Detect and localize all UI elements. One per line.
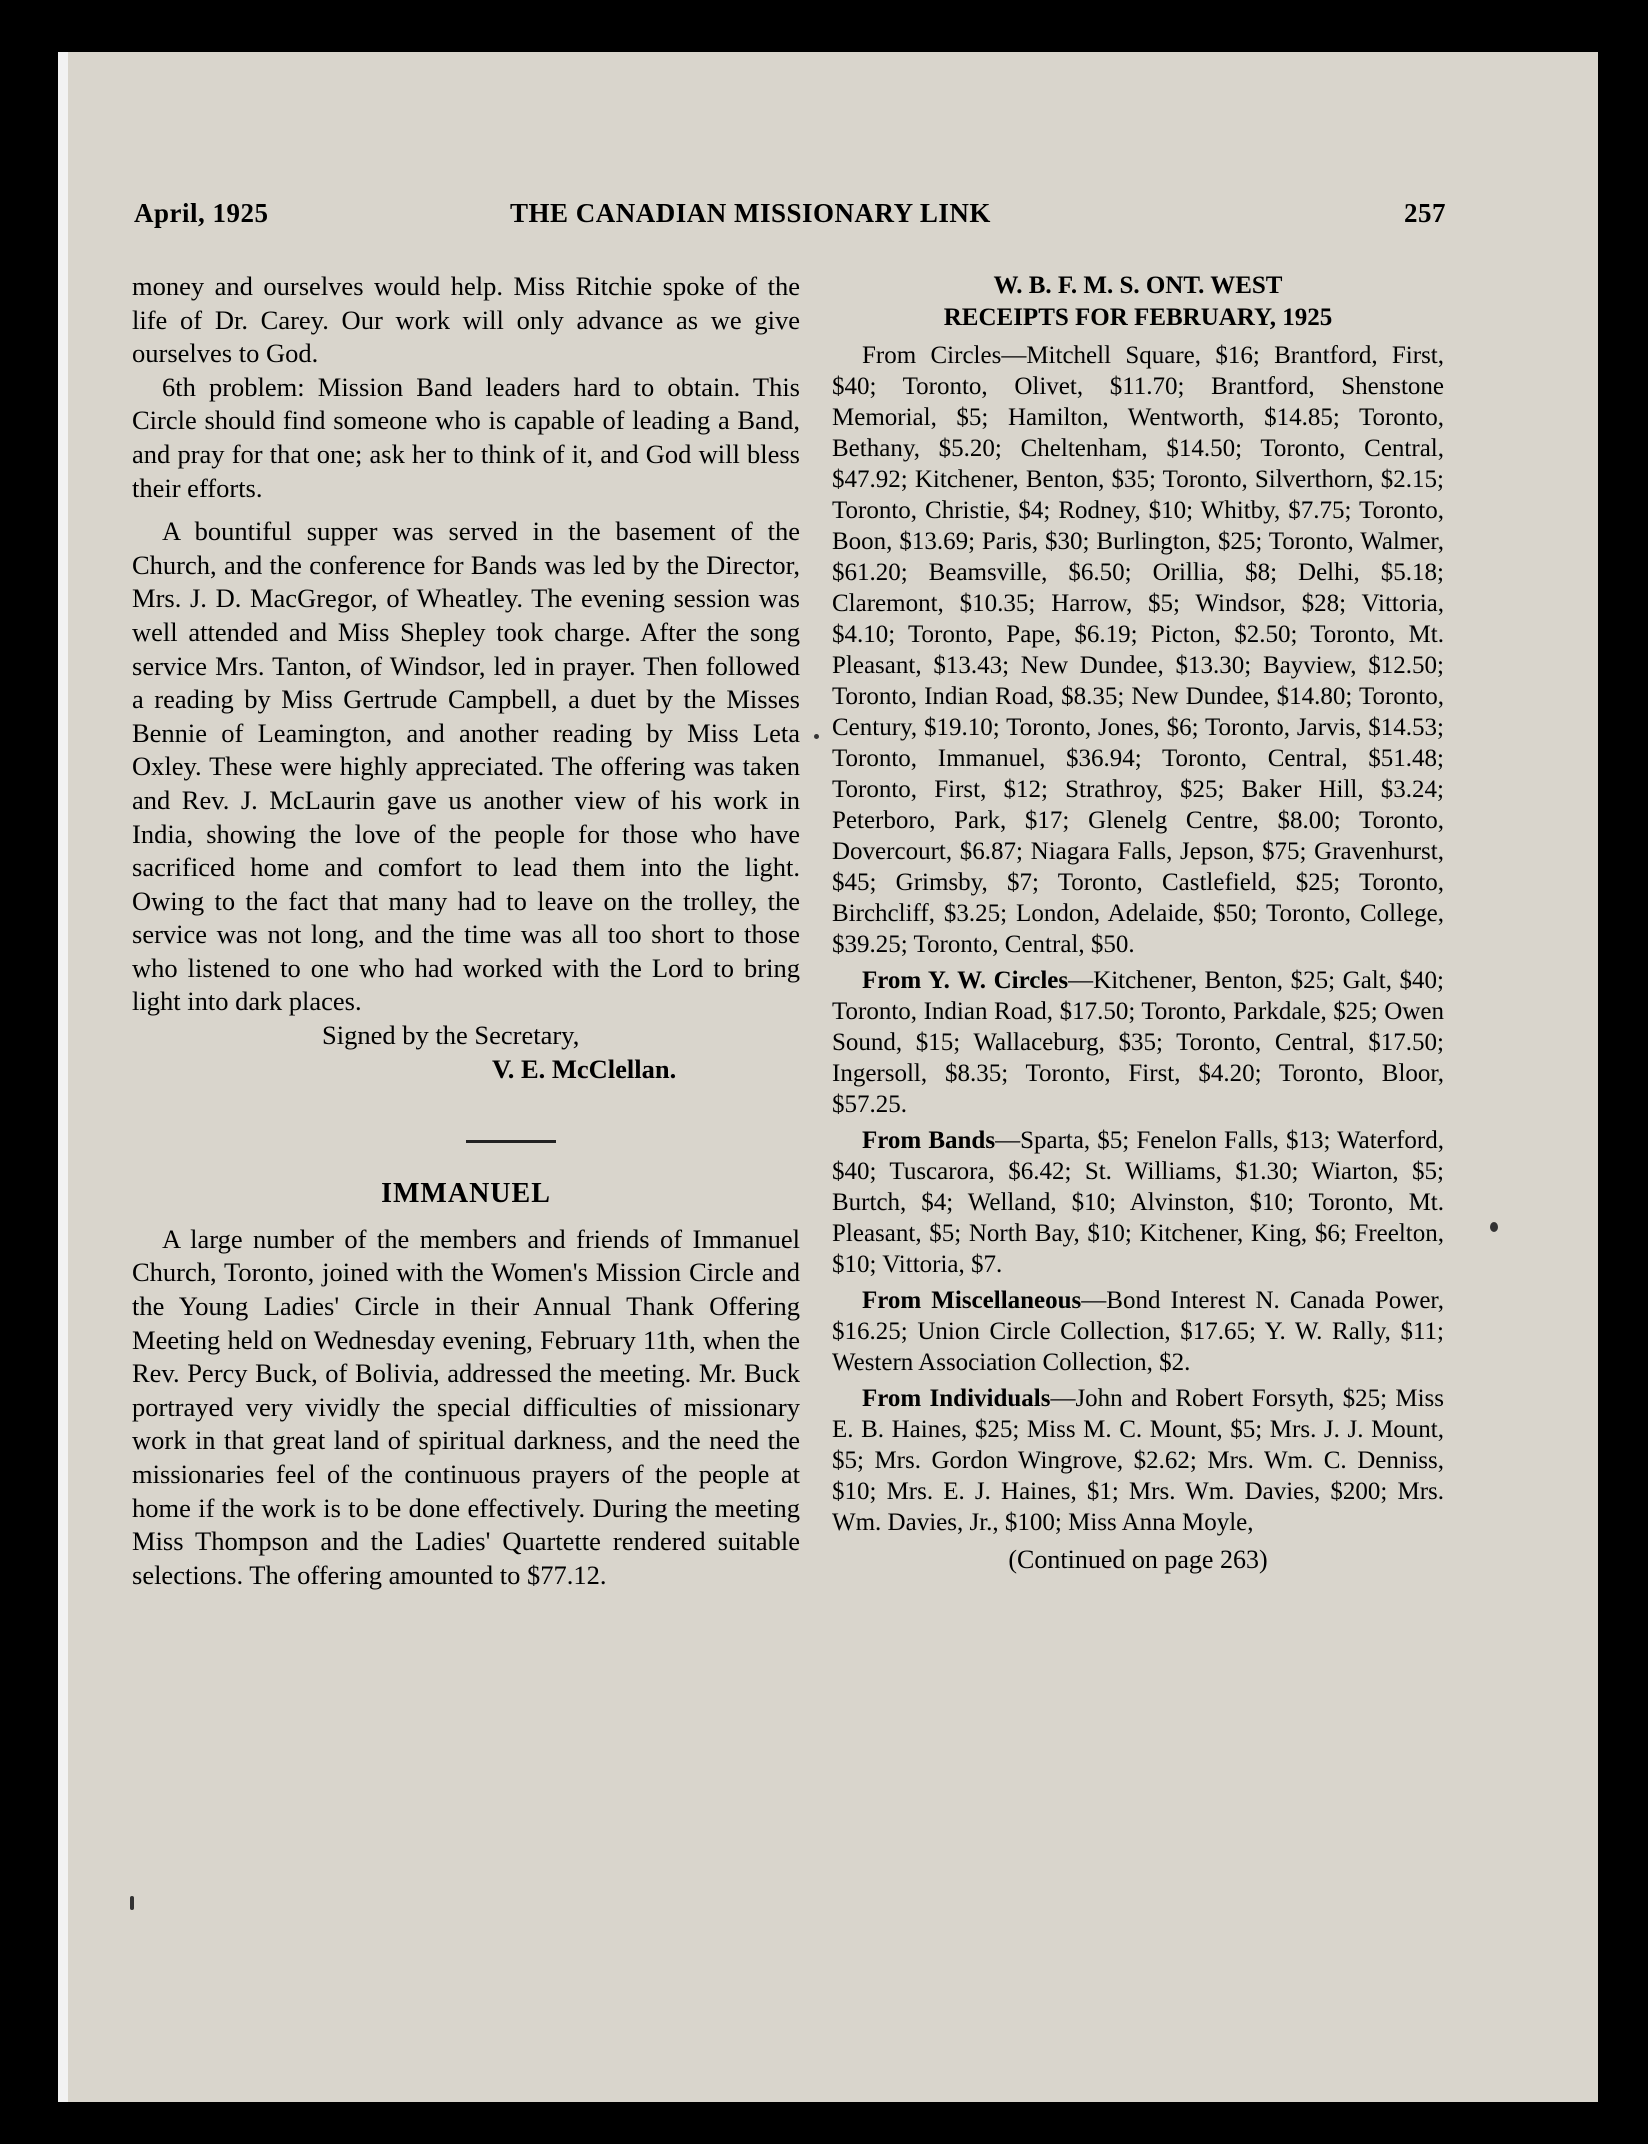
- running-header: [134, 198, 1446, 238]
- continued-note: (Continued on page 263): [1008, 1545, 1268, 1574]
- paragraph: money and ourselves would help. Miss Ritchie spoke of the life of Dr. Carey. Our work will only advance as we give ourselves to God.: [132, 271, 800, 369]
- header-date: April, 1925: [134, 198, 269, 228]
- section-label: From Individuals: [862, 1385, 1051, 1412]
- section-label: From Circles: [862, 342, 1002, 369]
- section-text: —Mitchell Square, $16; Brantford, First, $40; Toronto, Olivet, $11.70; Brantford, Shenstone Memorial, $5; Hamilton, Wentworth, $14.85; Toronto, Bethany, $5.20; Cheltenham, $14.50; Toronto, Central, $47.92; Kitchener, Benton, $35; Toronto, Silverthorn, $2.15; Toronto, Christie, $4; Rodney, $10; Whitby, $7.75; Toronto, Boon, $13.69; Paris, $30; Burlington, $25; Toronto, Walmer, $61.20; Beamsville, $6.50; Orillia, $8; Delhi, $5.18; Claremont, $10.35; Harrow, $5; Windsor, $28; Vittoria, $4.10; Toronto, Pape, $6.19; Picton, $2.50; Toronto, Mt. Pleasant, $13.43; New Dundee, $13.30; Bayview, $12.50; Toronto, Indian Road, $8.35; New Dundee, $14.80; Toronto, Century, $19.10; Toronto, Jones, $6; Toronto, Jarvis, $14.53; Toronto, Immanuel, $36.94; Toronto, Central, $51.48; Toronto, First, $12; Strathroy, $25; Baker Hill, $3.24; Peterboro, Park, $17; Glenelg Centre, $8.00; Toronto, Dovercourt, $6.87; Niagara Falls, Jepson, $75; Gravenhurst, $45; Grimsby, $7; Toronto, Castlefield, $25; Toronto, Birchcliff, $3.25; London, Adelaide, $50; Toronto, College, $39.25; Toronto, Central, $50.: [832, 342, 1444, 958]
- section-heading: IMMANUEL: [381, 1178, 551, 1210]
- signed-line: Signed by the Secretary,: [322, 1020, 580, 1051]
- receipts-individuals: [832, 1383, 1444, 1538]
- receipts-circles: [832, 340, 1444, 960]
- receipts-title: [832, 270, 1444, 334]
- section-text: —Sparta, $5; Fenelon Falls, $13; Waterford, $40; Tuscarora, $6.42; St. Williams, $1.30; Wiarton, $5; Burtch, $4; Welland, $10; Alvinston, $10; Toronto, Mt. Pleasant, $5; North Bay, $10; Kitchener, King, $6; Freelton, $10; Vittoria, $7.: [832, 1127, 1444, 1278]
- header-title: THE CANADIAN MISSIONARY LINK: [510, 198, 991, 228]
- section-label: From Y. W. Circles: [862, 967, 1069, 994]
- paragraph: 6th problem: Mission Band leaders hard to obtain. This Circle should find someone who is capable of leading a Band, and pray for that one; ask her to think of it, and God will bless their efforts.: [132, 371, 800, 503]
- receipts-miscellaneous: [832, 1285, 1444, 1378]
- signature-name: V. E. McClellan.: [492, 1053, 677, 1084]
- left-column: [132, 270, 800, 1592]
- right-column: [832, 270, 1444, 1575]
- section-text: —Kitchener, Benton, $25; Galt, $40; Toronto, Indian Road, $17.50; Toronto, Parkdale, $25; Owen Sound, $15; Wallaceburg, $35; Toronto, Central, $17.50; Ingersoll, $8.35; Toronto, First, $4.20; Toronto, Bloor, $57.25.: [832, 967, 1444, 1118]
- print-speck: [814, 734, 819, 739]
- print-speck: [1490, 1222, 1498, 1232]
- page-number: 257: [1404, 198, 1446, 228]
- paragraph: A large number of the members and friends of Immanuel Church, Toronto, joined with the Women's Mission Circle and the Young Ladies' Circle in their Annual Thank Offering Meeting held on Wednesday evening, February 11th, when the Rev. Percy Buck, of Bolivia, addressed the meeting. Mr. Buck portrayed very vividly the special difficulties of missionary work in that great land of spiritual darkness, and the need the missionaries feel of the continuous prayers of the people at home if the work is to be done effectively. During the meeting Miss Thompson and the Ladies' Quartette rendered suitable selections. The offering amounted to $77.12.: [132, 1223, 800, 1590]
- section-label: From Miscellaneous: [862, 1287, 1082, 1314]
- receipts-title-line: RECEIPTS FOR FEBRUARY, 1925: [943, 304, 1333, 331]
- receipts-title-line: W. B. F. M. S. ONT. WEST: [993, 272, 1283, 299]
- paragraph: A bountiful supper was served in the basement of the Church, and the conference for Bands was led by the Director, Mrs. J. D. MacGregor, of Wheatley. The evening session was well attended and Miss Shepley took charge. After the song service Mrs. Tanton, of Windsor, led in prayer. Then followed a reading by Miss Gertrude Campbell, a duet by the Misses Bennie of Leamington, and another reading by Miss Leta Oxley. These were highly appreciated. The offering was taken and Rev. J. McLaurin gave us another view of his work in India, showing the love of the people for those who have sacrificed home and comfort to lead them into the light. Owing to the fact that many had to leave on the trolley, the service was not long, and the time was all too short to those who listened to one who had worked with the Lord to bring light into dark places.: [132, 516, 800, 1017]
- section-text: —Bond Interest N. Canada Power, $16.25; Union Circle Collection, $17.65; Y. W. Rally, $11; Western Association Collection, $2.: [832, 1287, 1444, 1376]
- section-text: —John and Robert Forsyth, $25; Miss E. B. Haines, $25; Miss M. C. Mount, $5; Mrs. J. J. Mount, $5; Mrs. Gordon Wingrove, $2.62; Mrs. Wm. C. Denniss, $10; Mrs. E. J. Haines, $1; Mrs. Wm. Davies, $200; Mrs. Wm. Davies, Jr., $100; Miss Anna Moyle,: [832, 1385, 1444, 1536]
- section-label: From Bands: [862, 1127, 996, 1154]
- receipts-yw-circles: [832, 965, 1444, 1120]
- print-speck: [130, 1896, 134, 1910]
- receipts-bands: [832, 1125, 1444, 1280]
- section-rule: [466, 1140, 556, 1143]
